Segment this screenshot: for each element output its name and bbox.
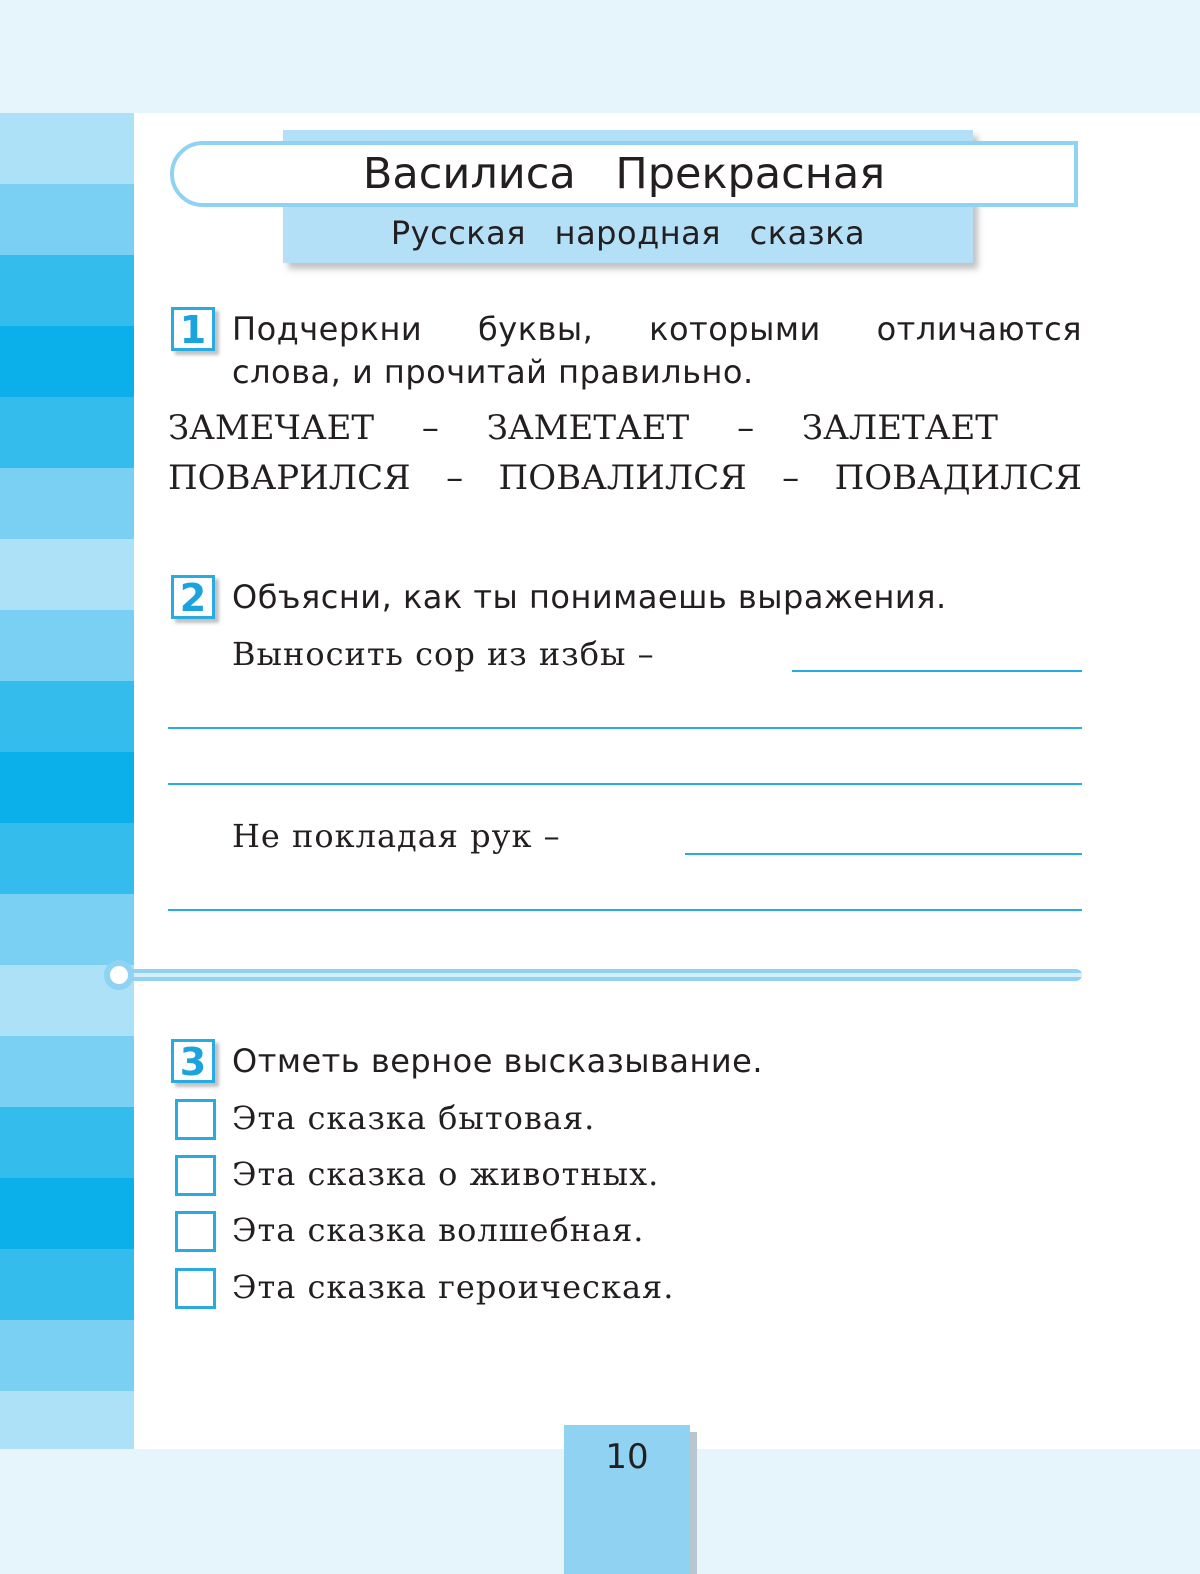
stripe-segment: [0, 752, 134, 823]
word[interactable]: ПОВАРИЛСЯ: [168, 458, 411, 498]
expression-2: Не покладая рук –: [232, 817, 561, 855]
word-row-2: [168, 458, 1082, 498]
stripe-segment: [0, 326, 134, 397]
stripe-segment: [0, 539, 134, 610]
stripe-segment: [0, 397, 134, 468]
stripe-segment: [0, 1320, 134, 1391]
stripe-segment: [0, 1036, 134, 1107]
option-checkbox[interactable]: [175, 1099, 216, 1140]
task-2-instruction: Объясни, как ты понимаешь выражения.: [232, 578, 947, 616]
stripe-segment: [0, 823, 134, 894]
dash: –: [446, 458, 464, 498]
stripe-segment: [0, 255, 134, 326]
answer-line[interactable]: [792, 670, 1082, 672]
task-1-instruction-line1: [232, 310, 1082, 348]
stripe-segment: [0, 681, 134, 752]
stripe-segment: [0, 1178, 134, 1249]
answer-line[interactable]: [168, 727, 1082, 729]
task-1-word: которыми: [649, 310, 821, 348]
task-2-number-badge: 2: [171, 575, 215, 619]
decorative-stripes: [0, 113, 134, 1449]
task-1-word: Подчеркни: [232, 310, 423, 348]
task-1-instruction-line2: слова, и прочитай правильно.: [232, 353, 754, 391]
task-1-word: отличаются: [876, 310, 1082, 348]
option-label: Эта сказка героическая.: [232, 1268, 675, 1306]
word[interactable]: ПОВАЛИЛСЯ: [498, 458, 747, 498]
answer-line[interactable]: [168, 783, 1082, 785]
stripe-segment: [0, 894, 134, 965]
stripe-segment: [0, 184, 134, 255]
stripe-segment: [0, 468, 134, 539]
dash: –: [782, 458, 800, 498]
option-label: Эта сказка бытовая.: [232, 1099, 596, 1137]
answer-line[interactable]: [685, 853, 1082, 855]
option-checkbox[interactable]: [175, 1211, 216, 1252]
dash: –: [421, 408, 439, 448]
page-number: 10: [605, 1437, 649, 1477]
option-label: Эта сказка о животных.: [232, 1155, 660, 1193]
word[interactable]: ЗАМЕТАЕТ: [486, 408, 690, 448]
task-1-word: буквы,: [478, 310, 594, 348]
stripe-segment: [0, 610, 134, 681]
stripe-segment: [0, 1107, 134, 1178]
expression-1: Выносить сор из избы –: [232, 635, 655, 673]
stripe-segment: [0, 113, 134, 184]
task-3-number-badge: 3: [171, 1039, 215, 1083]
top-margin-band: [0, 0, 1200, 113]
word[interactable]: ПОВАДИЛСЯ: [834, 458, 1082, 498]
task-3-instruction: Отметь верное высказывание.: [232, 1042, 764, 1080]
option-label: Эта сказка волшебная.: [232, 1211, 645, 1249]
page-subtitle: Русская народная сказка: [390, 214, 866, 252]
task-1-number-badge: 1: [171, 307, 215, 351]
section-divider-highlight: [120, 973, 1082, 977]
option-checkbox[interactable]: [175, 1268, 216, 1309]
page-title: Василиса Прекрасная: [362, 149, 886, 199]
word-row-1: [168, 408, 998, 448]
stripe-segment: [0, 1249, 134, 1320]
word[interactable]: ЗАМЕЧАЕТ: [168, 408, 375, 448]
option-checkbox[interactable]: [175, 1155, 216, 1196]
word[interactable]: ЗАЛЕТАЕТ: [801, 408, 998, 448]
dash: –: [737, 408, 755, 448]
divider-end-dot: [104, 960, 134, 990]
answer-line[interactable]: [168, 909, 1082, 911]
